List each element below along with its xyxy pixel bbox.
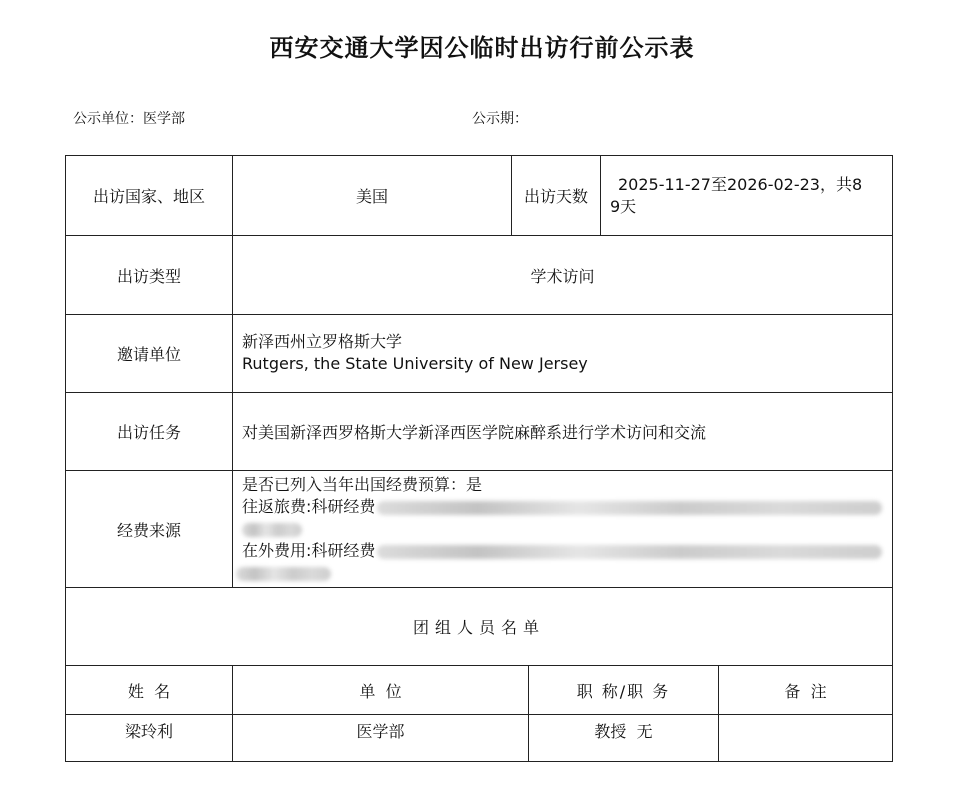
funding-label: 经费来源	[66, 470, 232, 587]
redacted-abroad-detail	[377, 545, 882, 559]
country-label: 出访国家、地区	[92, 187, 205, 206]
funding-abroad-wrap	[242, 562, 888, 584]
member-title: 教授 无	[528, 714, 718, 761]
type-label: 出访类型	[66, 235, 232, 314]
redacted-abroad-detail-2	[236, 567, 331, 581]
publicity-period: 公示期：	[472, 111, 528, 127]
funding-abroad: 在外费用:科研经费	[242, 541, 376, 560]
country-value: 美国	[232, 156, 511, 235]
funding-abroad-row	[242, 540, 888, 562]
funding-travel-wrap	[242, 518, 888, 540]
funding-budget: 是否已列入当年出国经费预算：是	[242, 475, 483, 494]
member-name: 梁玲利	[66, 714, 232, 761]
inviter-en: Rutgers, the State University of New Jersey	[242, 354, 588, 373]
inviter-value	[232, 314, 892, 392]
inviter-cn: 新泽西州立罗格斯大学	[242, 332, 403, 351]
days-value-line2: 9天	[610, 197, 637, 216]
disclosure-table	[65, 155, 893, 762]
task-value: 对美国新泽西罗格斯大学新泽西医学院麻醉系进行学术访问和交流	[232, 392, 892, 470]
redacted-travel-detail	[377, 501, 882, 515]
days-value	[600, 156, 892, 235]
days-value-line1: 2025-11-27至2026-02-23，共8	[618, 175, 863, 194]
members-title: 团组人员名单	[66, 587, 892, 665]
col-unit: 单 位	[232, 665, 528, 714]
type-value: 学术访问	[232, 235, 892, 314]
funding-value	[232, 470, 892, 587]
funding-travel: 往返旅费:科研经费	[242, 497, 376, 516]
member-unit: 医学部	[232, 714, 528, 761]
redacted-travel-detail-2	[242, 523, 302, 537]
member-note	[718, 714, 892, 761]
days-label: 出访天数	[511, 156, 600, 235]
funding-travel-row	[242, 496, 888, 518]
col-name: 姓 名	[66, 665, 232, 714]
col-title: 职 称/职 务	[528, 665, 718, 714]
page-title: 西安交通大学因公临时出访行前公示表	[269, 34, 695, 62]
col-note: 备 注	[718, 665, 892, 714]
publishing-unit: 公示单位：医学部	[73, 111, 185, 127]
inviter-label: 邀请单位	[66, 314, 232, 392]
task-label: 出访任务	[66, 392, 232, 470]
